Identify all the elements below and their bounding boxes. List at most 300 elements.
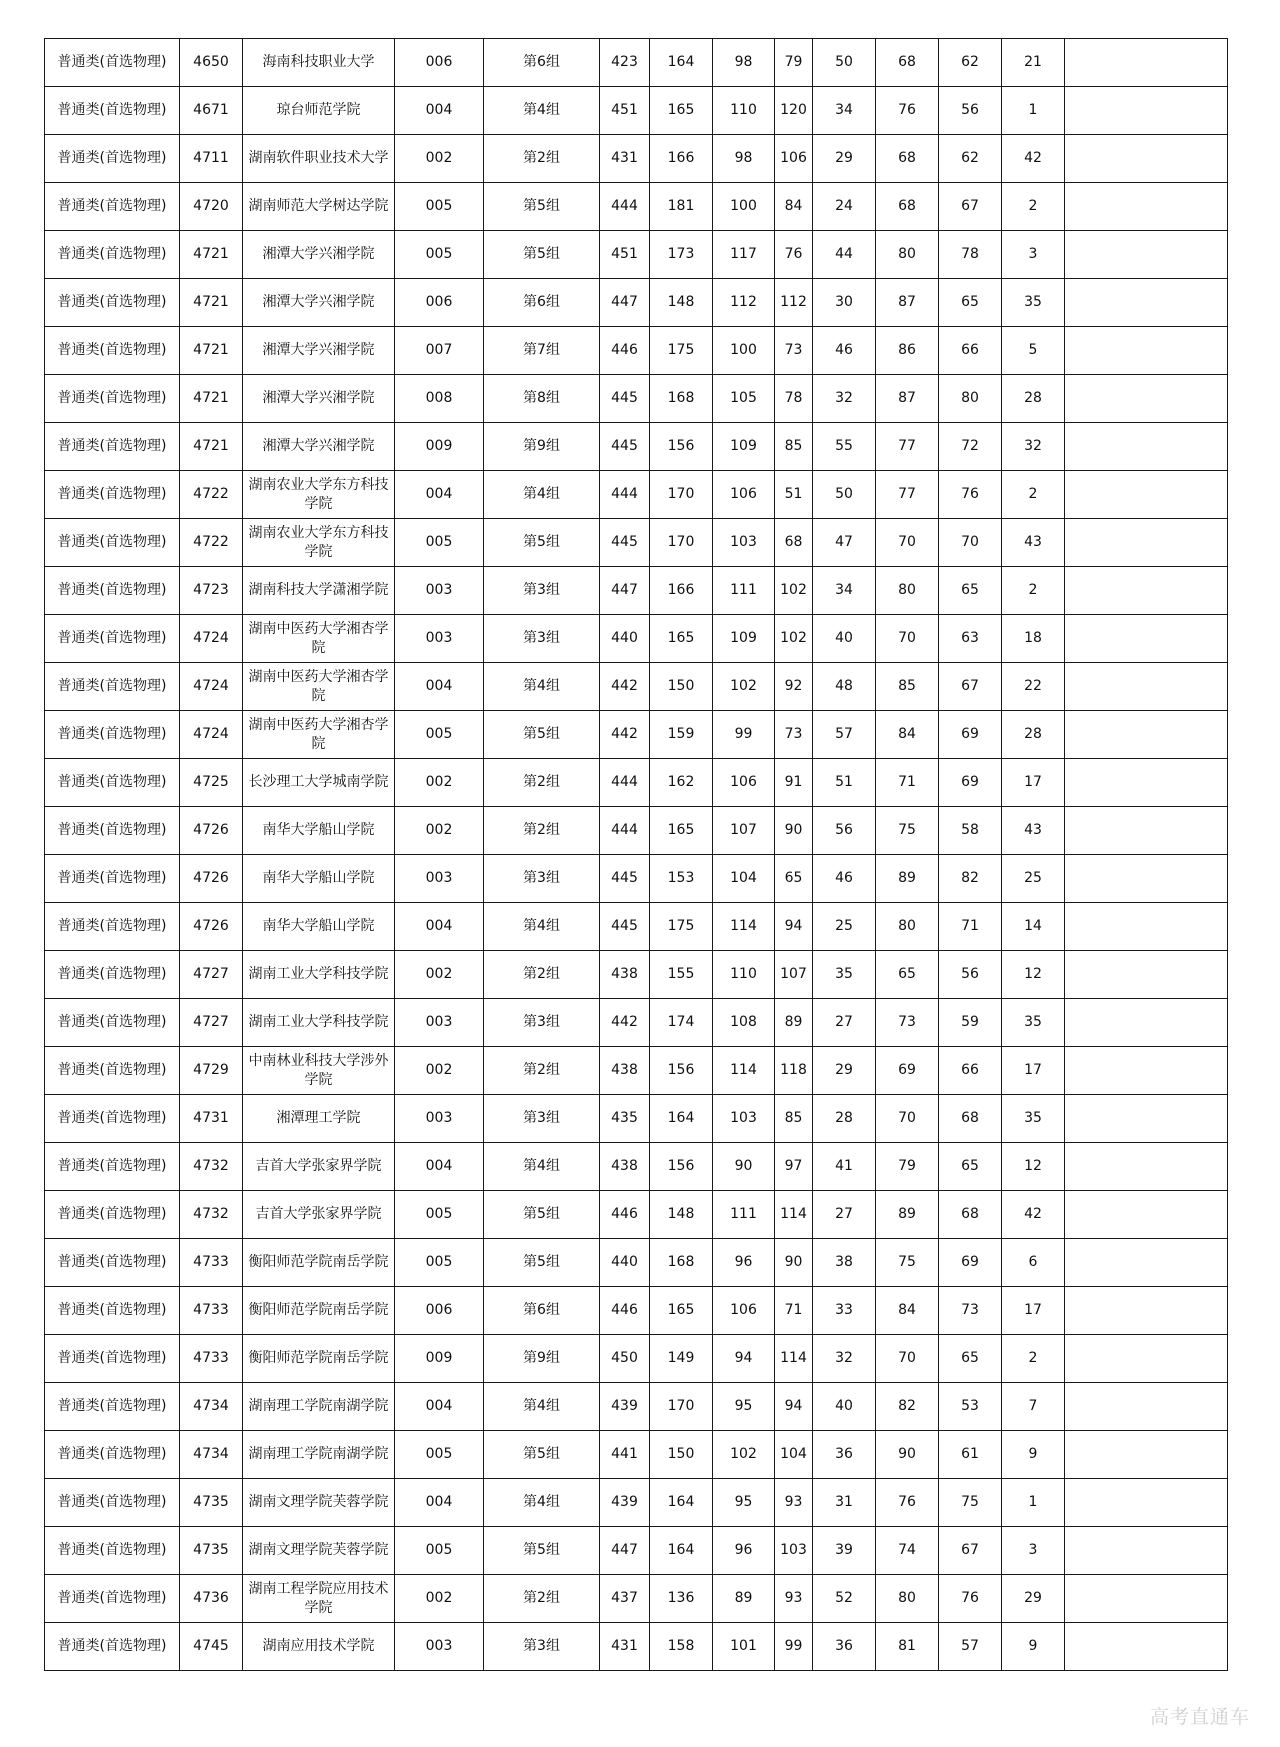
cell-score-6: 80: [876, 1575, 939, 1623]
cell-score-1: 445: [600, 855, 650, 903]
cell-score-1: 445: [600, 423, 650, 471]
cell-score-4: 114: [775, 1335, 813, 1383]
cell-code: 4721: [180, 279, 243, 327]
cell-score-5: 27: [813, 1191, 876, 1239]
cell-school: 湖南应用技术学院: [243, 1623, 395, 1671]
cell-group-code: 004: [395, 903, 484, 951]
cell-score-5: 29: [813, 1047, 876, 1095]
cell-school: 湖南理工学院南湖学院: [243, 1431, 395, 1479]
cell-score-3: 106: [713, 1287, 775, 1335]
cell-score-6: 90: [876, 1431, 939, 1479]
cell-group: 第5组: [484, 711, 600, 759]
cell-group-code: 002: [395, 759, 484, 807]
cell-score-7: 63: [939, 615, 1002, 663]
cell-category: 普通类(首选物理): [45, 375, 180, 423]
cell-school: 衡阳师范学院南岳学院: [243, 1287, 395, 1335]
cell-score-3: 112: [713, 279, 775, 327]
cell-group: 第6组: [484, 1287, 600, 1335]
cell-score-8: 22: [1002, 663, 1065, 711]
cell-score-6: 87: [876, 375, 939, 423]
cell-score-5: 34: [813, 87, 876, 135]
cell-score-4: 93: [775, 1575, 813, 1623]
cell-score-3: 94: [713, 1335, 775, 1383]
cell-remark: [1065, 1047, 1228, 1095]
cell-score-5: 46: [813, 327, 876, 375]
table-row: [45, 279, 1228, 327]
cell-group: 第3组: [484, 567, 600, 615]
table-row: [45, 711, 1228, 759]
cell-category: 普通类(首选物理): [45, 1479, 180, 1527]
cell-score-2: 170: [650, 1383, 713, 1431]
cell-score-7: 65: [939, 567, 1002, 615]
cell-score-5: 55: [813, 423, 876, 471]
cell-school: 湘潭大学兴湘学院: [243, 423, 395, 471]
cell-score-3: 95: [713, 1479, 775, 1527]
cell-score-7: 56: [939, 87, 1002, 135]
cell-score-6: 85: [876, 663, 939, 711]
cell-score-8: 28: [1002, 711, 1065, 759]
cell-school: 湖南农业大学东方科技学院: [243, 471, 395, 519]
cell-score-4: 106: [775, 135, 813, 183]
table-row: [45, 1479, 1228, 1527]
cell-school: 海南科技职业大学: [243, 39, 395, 87]
cell-score-7: 69: [939, 711, 1002, 759]
cell-score-6: 84: [876, 1287, 939, 1335]
cell-score-8: 35: [1002, 1095, 1065, 1143]
cell-score-3: 109: [713, 615, 775, 663]
cell-group-code: 003: [395, 1095, 484, 1143]
cell-code: 4727: [180, 999, 243, 1047]
cell-score-2: 149: [650, 1335, 713, 1383]
cell-code: 4721: [180, 327, 243, 375]
cell-group: 第5组: [484, 1239, 600, 1287]
cell-score-5: 35: [813, 951, 876, 999]
cell-group-code: 003: [395, 855, 484, 903]
table-row: [45, 663, 1228, 711]
cell-group: 第3组: [484, 855, 600, 903]
cell-score-8: 7: [1002, 1383, 1065, 1431]
cell-score-6: 80: [876, 903, 939, 951]
cell-score-5: 44: [813, 231, 876, 279]
cell-score-8: 18: [1002, 615, 1065, 663]
cell-code: 4731: [180, 1095, 243, 1143]
table-row: [45, 1095, 1228, 1143]
cell-score-3: 106: [713, 471, 775, 519]
table-body: [45, 39, 1228, 1671]
cell-score-3: 95: [713, 1383, 775, 1431]
cell-score-3: 105: [713, 375, 775, 423]
cell-score-4: 93: [775, 1479, 813, 1527]
cell-category: 普通类(首选物理): [45, 1239, 180, 1287]
cell-score-1: 451: [600, 231, 650, 279]
cell-group: 第2组: [484, 759, 600, 807]
cell-score-3: 110: [713, 87, 775, 135]
table-row: [45, 1527, 1228, 1575]
cell-score-1: 435: [600, 1095, 650, 1143]
cell-score-7: 53: [939, 1383, 1002, 1431]
table-row: [45, 759, 1228, 807]
cell-score-8: 32: [1002, 423, 1065, 471]
cell-group: 第5组: [484, 1527, 600, 1575]
cell-score-2: 158: [650, 1623, 713, 1671]
cell-score-4: 71: [775, 1287, 813, 1335]
cell-score-5: 32: [813, 375, 876, 423]
cell-remark: [1065, 999, 1228, 1047]
cell-score-3: 100: [713, 183, 775, 231]
cell-code: 4733: [180, 1335, 243, 1383]
cell-score-7: 76: [939, 1575, 1002, 1623]
cell-score-2: 164: [650, 1479, 713, 1527]
cell-code: 4745: [180, 1623, 243, 1671]
cell-category: 普通类(首选物理): [45, 1383, 180, 1431]
cell-score-5: 34: [813, 567, 876, 615]
table-row: [45, 1575, 1228, 1623]
cell-score-1: 445: [600, 519, 650, 567]
cell-score-5: 56: [813, 807, 876, 855]
cell-school: 湖南中医药大学湘杏学院: [243, 711, 395, 759]
cell-score-5: 32: [813, 1335, 876, 1383]
cell-score-2: 155: [650, 951, 713, 999]
cell-group: 第5组: [484, 231, 600, 279]
cell-score-8: 2: [1002, 567, 1065, 615]
cell-score-5: 27: [813, 999, 876, 1047]
cell-score-6: 68: [876, 39, 939, 87]
cell-code: 4722: [180, 471, 243, 519]
cell-group-code: 005: [395, 711, 484, 759]
cell-score-8: 17: [1002, 1047, 1065, 1095]
cell-score-7: 67: [939, 1527, 1002, 1575]
cell-school: 湘潭大学兴湘学院: [243, 231, 395, 279]
cell-score-6: 73: [876, 999, 939, 1047]
cell-school: 湖南中医药大学湘杏学院: [243, 663, 395, 711]
cell-score-6: 69: [876, 1047, 939, 1095]
cell-group: 第4组: [484, 903, 600, 951]
cell-school: 湘潭大学兴湘学院: [243, 327, 395, 375]
cell-score-3: 89: [713, 1575, 775, 1623]
cell-score-6: 70: [876, 519, 939, 567]
cell-score-7: 73: [939, 1287, 1002, 1335]
cell-score-4: 112: [775, 279, 813, 327]
cell-score-3: 100: [713, 327, 775, 375]
cell-category: 普通类(首选物理): [45, 1431, 180, 1479]
cell-code: 4725: [180, 759, 243, 807]
cell-score-8: 42: [1002, 135, 1065, 183]
cell-remark: [1065, 1575, 1228, 1623]
cell-group-code: 003: [395, 567, 484, 615]
cell-score-5: 40: [813, 1383, 876, 1431]
cell-remark: [1065, 1479, 1228, 1527]
cell-score-3: 107: [713, 807, 775, 855]
cell-score-4: 79: [775, 39, 813, 87]
table-row: [45, 855, 1228, 903]
cell-school: 湖南软件职业技术大学: [243, 135, 395, 183]
cell-score-2: 162: [650, 759, 713, 807]
table-row: [45, 1287, 1228, 1335]
cell-score-1: 447: [600, 567, 650, 615]
cell-score-6: 86: [876, 327, 939, 375]
cell-score-4: 85: [775, 1095, 813, 1143]
cell-category: 普通类(首选物理): [45, 951, 180, 999]
cell-score-6: 89: [876, 855, 939, 903]
cell-score-8: 3: [1002, 231, 1065, 279]
cell-score-2: 165: [650, 807, 713, 855]
cell-score-8: 2: [1002, 183, 1065, 231]
cell-score-6: 77: [876, 471, 939, 519]
cell-score-4: 91: [775, 759, 813, 807]
cell-school: 湘潭大学兴湘学院: [243, 279, 395, 327]
table-row: [45, 615, 1228, 663]
cell-group-code: 002: [395, 1047, 484, 1095]
cell-score-4: 114: [775, 1191, 813, 1239]
cell-group-code: 002: [395, 951, 484, 999]
cell-score-1: 438: [600, 951, 650, 999]
cell-score-6: 68: [876, 135, 939, 183]
cell-code: 4724: [180, 663, 243, 711]
cell-group-code: 006: [395, 39, 484, 87]
cell-score-1: 439: [600, 1479, 650, 1527]
cell-category: 普通类(首选物理): [45, 327, 180, 375]
cell-group: 第4组: [484, 663, 600, 711]
cell-group: 第7组: [484, 327, 600, 375]
cell-score-1: 445: [600, 375, 650, 423]
cell-score-7: 78: [939, 231, 1002, 279]
cell-school: 湖南文理学院芙蓉学院: [243, 1479, 395, 1527]
cell-score-2: 175: [650, 327, 713, 375]
cell-category: 普通类(首选物理): [45, 807, 180, 855]
cell-score-6: 79: [876, 1143, 939, 1191]
cell-remark: [1065, 327, 1228, 375]
cell-code: 4726: [180, 807, 243, 855]
cell-group-code: 006: [395, 1287, 484, 1335]
cell-score-3: 114: [713, 903, 775, 951]
cell-category: 普通类(首选物理): [45, 87, 180, 135]
cell-score-4: 102: [775, 567, 813, 615]
cell-score-4: 76: [775, 231, 813, 279]
cell-score-5: 47: [813, 519, 876, 567]
cell-group: 第3组: [484, 615, 600, 663]
cell-score-8: 21: [1002, 39, 1065, 87]
cell-score-4: 102: [775, 615, 813, 663]
cell-score-1: 437: [600, 1575, 650, 1623]
cell-score-1: 423: [600, 39, 650, 87]
cell-score-4: 65: [775, 855, 813, 903]
cell-score-7: 65: [939, 1143, 1002, 1191]
cell-remark: [1065, 663, 1228, 711]
cell-category: 普通类(首选物理): [45, 711, 180, 759]
cell-code: 4671: [180, 87, 243, 135]
cell-score-3: 96: [713, 1527, 775, 1575]
cell-score-2: 156: [650, 1047, 713, 1095]
cell-score-4: 73: [775, 327, 813, 375]
cell-group: 第4组: [484, 87, 600, 135]
cell-score-6: 71: [876, 759, 939, 807]
table-row: [45, 183, 1228, 231]
cell-category: 普通类(首选物理): [45, 279, 180, 327]
cell-score-4: 103: [775, 1527, 813, 1575]
cell-remark: [1065, 1383, 1228, 1431]
cell-score-3: 111: [713, 1191, 775, 1239]
cell-score-8: 42: [1002, 1191, 1065, 1239]
cell-school: 湖南工业大学科技学院: [243, 951, 395, 999]
cell-score-7: 65: [939, 1335, 1002, 1383]
cell-score-8: 9: [1002, 1431, 1065, 1479]
cell-score-3: 117: [713, 231, 775, 279]
cell-category: 普通类(首选物理): [45, 1191, 180, 1239]
cell-score-6: 80: [876, 567, 939, 615]
cell-score-1: 447: [600, 279, 650, 327]
cell-remark: [1065, 39, 1228, 87]
cell-score-8: 9: [1002, 1623, 1065, 1671]
table-row: [45, 87, 1228, 135]
cell-score-2: 148: [650, 279, 713, 327]
cell-score-2: 150: [650, 1431, 713, 1479]
cell-group: 第9组: [484, 1335, 600, 1383]
cell-code: 4732: [180, 1143, 243, 1191]
cell-score-1: 440: [600, 615, 650, 663]
cell-score-4: 118: [775, 1047, 813, 1095]
cell-score-6: 89: [876, 1191, 939, 1239]
cell-score-4: 94: [775, 1383, 813, 1431]
score-table-page: [44, 38, 1228, 1671]
cell-score-7: 62: [939, 135, 1002, 183]
cell-score-6: 70: [876, 1095, 939, 1143]
cell-score-2: 153: [650, 855, 713, 903]
cell-group: 第5组: [484, 183, 600, 231]
cell-score-2: 156: [650, 423, 713, 471]
cell-score-3: 99: [713, 711, 775, 759]
cell-score-2: 170: [650, 471, 713, 519]
cell-code: 4734: [180, 1383, 243, 1431]
cell-code: 4726: [180, 903, 243, 951]
cell-remark: [1065, 519, 1228, 567]
cell-score-6: 76: [876, 1479, 939, 1527]
cell-score-2: 164: [650, 1095, 713, 1143]
cell-score-5: 46: [813, 855, 876, 903]
cell-score-1: 444: [600, 183, 650, 231]
cell-category: 普通类(首选物理): [45, 1623, 180, 1671]
cell-remark: [1065, 1239, 1228, 1287]
cell-score-1: 442: [600, 663, 650, 711]
cell-group-code: 005: [395, 1431, 484, 1479]
cell-remark: [1065, 231, 1228, 279]
cell-score-3: 114: [713, 1047, 775, 1095]
cell-group: 第6组: [484, 39, 600, 87]
cell-remark: [1065, 1431, 1228, 1479]
cell-code: 4729: [180, 1047, 243, 1095]
cell-category: 普通类(首选物理): [45, 1335, 180, 1383]
table-row: [45, 1383, 1228, 1431]
cell-category: 普通类(首选物理): [45, 231, 180, 279]
cell-code: 4727: [180, 951, 243, 999]
cell-score-8: 35: [1002, 279, 1065, 327]
cell-group: 第4组: [484, 1143, 600, 1191]
table-row: [45, 327, 1228, 375]
cell-score-2: 165: [650, 87, 713, 135]
cell-school: 湘潭理工学院: [243, 1095, 395, 1143]
cell-group: 第3组: [484, 999, 600, 1047]
cell-score-8: 28: [1002, 375, 1065, 423]
cell-score-8: 43: [1002, 807, 1065, 855]
cell-group: 第3组: [484, 1095, 600, 1143]
cell-score-7: 70: [939, 519, 1002, 567]
cell-score-3: 101: [713, 1623, 775, 1671]
table-row: [45, 951, 1228, 999]
cell-score-2: 165: [650, 1287, 713, 1335]
cell-score-8: 17: [1002, 759, 1065, 807]
cell-score-3: 106: [713, 759, 775, 807]
cell-group: 第4组: [484, 471, 600, 519]
cell-group-code: 008: [395, 375, 484, 423]
cell-group: 第8组: [484, 375, 600, 423]
cell-score-6: 70: [876, 615, 939, 663]
cell-score-5: 36: [813, 1431, 876, 1479]
cell-score-2: 156: [650, 1143, 713, 1191]
cell-category: 普通类(首选物理): [45, 1047, 180, 1095]
cell-score-1: 442: [600, 999, 650, 1047]
table-row: [45, 1431, 1228, 1479]
cell-score-8: 17: [1002, 1287, 1065, 1335]
cell-score-3: 111: [713, 567, 775, 615]
cell-score-2: 164: [650, 39, 713, 87]
cell-score-1: 451: [600, 87, 650, 135]
cell-score-5: 41: [813, 1143, 876, 1191]
cell-score-7: 75: [939, 1479, 1002, 1527]
cell-group: 第2组: [484, 1047, 600, 1095]
cell-score-5: 39: [813, 1527, 876, 1575]
cell-school: 南华大学船山学院: [243, 807, 395, 855]
cell-category: 普通类(首选物理): [45, 567, 180, 615]
cell-score-7: 57: [939, 1623, 1002, 1671]
cell-school: 湖南师范大学树达学院: [243, 183, 395, 231]
cell-group-code: 005: [395, 1527, 484, 1575]
cell-score-5: 40: [813, 615, 876, 663]
cell-score-7: 65: [939, 279, 1002, 327]
cell-score-2: 136: [650, 1575, 713, 1623]
cell-group-code: 005: [395, 1191, 484, 1239]
cell-group-code: 006: [395, 279, 484, 327]
cell-score-4: 68: [775, 519, 813, 567]
cell-remark: [1065, 1287, 1228, 1335]
cell-group: 第2组: [484, 135, 600, 183]
cell-code: 4723: [180, 567, 243, 615]
cell-category: 普通类(首选物理): [45, 471, 180, 519]
cell-score-1: 445: [600, 903, 650, 951]
cell-score-5: 50: [813, 471, 876, 519]
cell-group-code: 005: [395, 231, 484, 279]
cell-code: 4733: [180, 1287, 243, 1335]
cell-score-5: 51: [813, 759, 876, 807]
cell-school: 湘潭大学兴湘学院: [243, 375, 395, 423]
cell-category: 普通类(首选物理): [45, 183, 180, 231]
cell-code: 4721: [180, 231, 243, 279]
cell-group-code: 005: [395, 183, 484, 231]
cell-score-3: 90: [713, 1143, 775, 1191]
cell-code: 4733: [180, 1239, 243, 1287]
cell-score-6: 74: [876, 1527, 939, 1575]
cell-group-code: 005: [395, 519, 484, 567]
cell-score-1: 444: [600, 471, 650, 519]
cell-score-2: 174: [650, 999, 713, 1047]
cell-score-8: 6: [1002, 1239, 1065, 1287]
score-table: [44, 38, 1228, 1671]
cell-score-5: 38: [813, 1239, 876, 1287]
cell-category: 普通类(首选物理): [45, 903, 180, 951]
cell-score-3: 109: [713, 423, 775, 471]
cell-school: 长沙理工大学城南学院: [243, 759, 395, 807]
cell-group-code: 005: [395, 1239, 484, 1287]
cell-category: 普通类(首选物理): [45, 39, 180, 87]
cell-score-8: 3: [1002, 1527, 1065, 1575]
